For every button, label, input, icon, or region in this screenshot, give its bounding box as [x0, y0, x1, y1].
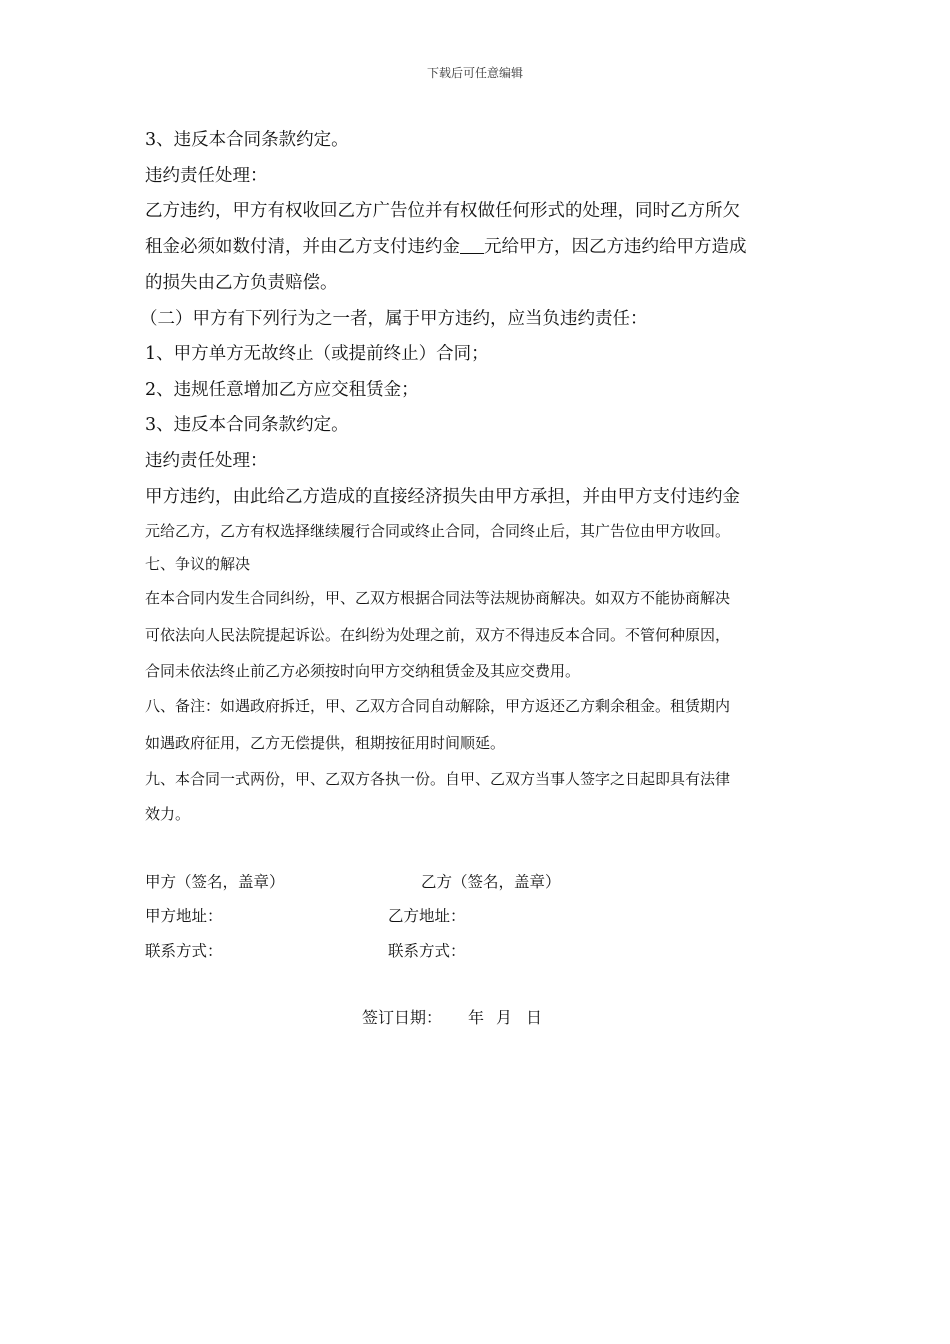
clause-line: 3、违反本合同条款约定。	[145, 415, 349, 435]
clause-line: 2、违规任意增加乙方应交租赁金；	[145, 380, 419, 400]
party-b-address-label: 乙方地址：	[388, 907, 466, 925]
clause-line: 九、本合同一式两份，甲、乙双方各执一份。自甲、乙双方当事人签字之日起即具有法律	[145, 770, 731, 788]
party-b-contact-label: 联系方式：	[388, 942, 466, 960]
party-a-contact-label: 联系方式：	[145, 942, 223, 960]
clause-text: 元给甲方，因乙方违约给甲方造成	[484, 237, 747, 257]
section-heading: 七、争议的解决	[145, 555, 251, 573]
party-a-address-label: 甲方地址：	[145, 907, 223, 925]
signing-date-label: 签订日期：	[362, 1008, 443, 1027]
date-year: 年	[468, 1008, 485, 1027]
clause-line: 元给乙方，乙方有权选择继续履行合同或终止合同，合同终止后，其广告位由甲方收回。	[145, 522, 731, 540]
clause-heading: 违约责任处理：	[145, 166, 268, 186]
clause-line: 1、甲方单方无故终止（或提前终止）合同；	[145, 344, 489, 364]
date-day: 日	[526, 1008, 543, 1027]
clause-text: 租金必须如数付清，并由乙方支付违约金	[145, 237, 460, 257]
page-header: 下载后可任意编辑	[426, 66, 523, 80]
signing-date	[362, 1005, 542, 1028]
clause-line: 如遇政府征用，乙方无偿提供，租期按征用时间顺延。	[145, 734, 506, 752]
party-a-signature-label: 甲方（签名，盖章）	[145, 873, 285, 891]
clause-line: 八、备注：如遇政府拆迁，甲、乙双方合同自动解除，甲方返还乙方剩余租金。租赁期内	[145, 697, 731, 715]
blank-underline	[460, 237, 484, 254]
party-b-signature-label: 乙方（签名，盖章）	[421, 873, 561, 891]
clause-line	[145, 233, 747, 258]
clause-line: 效力。	[145, 805, 191, 823]
clause-line: 甲方违约，由此给乙方造成的直接经济损失由甲方承担，并由甲方支付违约金	[145, 487, 740, 507]
date-month: 月	[496, 1008, 513, 1027]
clause-line: 乙方违约，甲方有权收回乙方广告位并有权做任何形式的处理，同时乙方所欠	[145, 201, 740, 221]
clause-line: 合同未依法终止前乙方必须按时向甲方交纳租赁金及其应交费用。	[145, 662, 581, 680]
clause-heading: 违约责任处理：	[145, 451, 268, 471]
clause-line: 的损失由乙方负责赔偿。	[145, 273, 338, 293]
clause-line: 可依法向人民法院提起诉讼。在纠纷为处理之前，双方不得违反本合同。不管何种原因，	[145, 626, 731, 644]
clause-line: 3、违反本合同条款约定。	[145, 130, 349, 150]
clause-heading: （二）甲方有下列行为之一者，属于甲方违约，应当负违约责任：	[140, 309, 648, 329]
clause-line: 在本合同内发生合同纠纷，甲、乙双方根据合同法等法规协商解决。如双方不能协商解决	[145, 589, 731, 607]
